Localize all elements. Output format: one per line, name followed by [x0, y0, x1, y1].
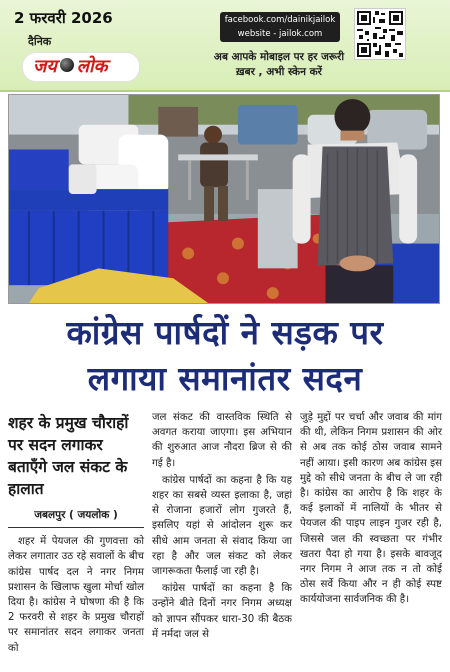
- ball-icon: [60, 58, 74, 72]
- logo-word-right: लोक: [76, 56, 108, 77]
- paragraph: जुड़े मुद्दों पर चर्चा और जवाब की मांग की थी, लेकिन निगम प्रशासन की ओर से अब तक कोई ठोस जवाब सामने नहीं आया। इसी कारण अब कांग्रेस इस मुद्दे को सीधे जनता के बीच ले जा रही है। कांग्रेस का आरोप है कि शहर के कई इलाकों में नालियों के भीतर से पेयजल की पाइप लाइन गुजर रही है, जिससे जल की स्वच्छता पर गंभीर खतरा पैदा हो गया है। इसके बावजूद नगर निगम ने आज तक न तो कोई ठोस सर्वे किया और न ही कोई स्पष्ट कार्ययोजना सार्वजनिक की है।: [300, 412, 442, 606]
- article-column-2: [152, 410, 292, 644]
- logo-prefix: दैनिक: [28, 35, 52, 48]
- masthead: [0, 0, 450, 92]
- paragraph: कांग्रेस पार्षदों का कहना है कि यह शहर का सबसे व्यस्त इलाका है, जहां से रोजाना हजारों लोग गुजरते हैं, इसलिए यहां से आंदोलन शुरू कर सीधे आम जनता से संवाद किया जा रहा है और जल संकट को लेकर जागरूकता फैलाई जा रही है।: [152, 474, 292, 578]
- paragraph: जल संकट की वास्तविक स्थिति से अवगत कराया जाएगा। इस अभियान की शुरुआत आज नौदरा ब्रिज से की गई है।: [152, 412, 292, 469]
- main-headline: [0, 310, 450, 406]
- article-column-3: [300, 410, 442, 610]
- website-link[interactable]: website - jailok.com: [237, 29, 323, 39]
- newspaper-logo: [14, 34, 136, 84]
- article-column-1: [8, 410, 144, 658]
- headline-line-1: कांग्रेस पार्षदों ने सड़क पर: [66, 313, 384, 352]
- paragraph: कांग्रेस पार्षदों का कहना है कि उन्होंने बीते दिनों नगर निगम अध्यक्ष को ज्ञापन सौंपकर धारा-30 की बैठक में नर्मदा जल से: [152, 583, 292, 640]
- logo-wordmark: [22, 52, 140, 82]
- news-photo: [8, 94, 440, 304]
- logo-word-left: जय: [33, 56, 57, 77]
- qr-code-icon[interactable]: [354, 8, 406, 60]
- dateline: जबलपुर ( जयलोक ): [8, 508, 144, 528]
- facebook-link[interactable]: facebook.com/dainikjailok: [224, 15, 336, 25]
- paragraph: शहर में पेयजल की गुणवत्ता को लेकर लगातार उठ रहे सवालों के बीच कांग्रेस पार्षद दल ने नगर निगम प्रशासन के खिलाफ खुला मोर्चा खोल दिया है। कांग्रेस ने घोषणा की है कि 2 फरवरी से शहर के प्रमुख चौराहों पर समानांतर सदन लगाकर जनता को: [8, 536, 144, 654]
- headline-line-2: लगाया समानांतर सदन: [87, 359, 363, 398]
- sub-headline: शहर के प्रमुख चौराहों पर सदन लगाकर बताएँगे जल संकट के हालात: [8, 414, 129, 498]
- website-box: [220, 12, 340, 42]
- issue-date: 2 फरवरी 2026: [14, 9, 113, 27]
- scan-promo-text: अब आपके मोबाइल पर हर जरूरी ख़बर , अभी स्केन करें: [213, 51, 345, 78]
